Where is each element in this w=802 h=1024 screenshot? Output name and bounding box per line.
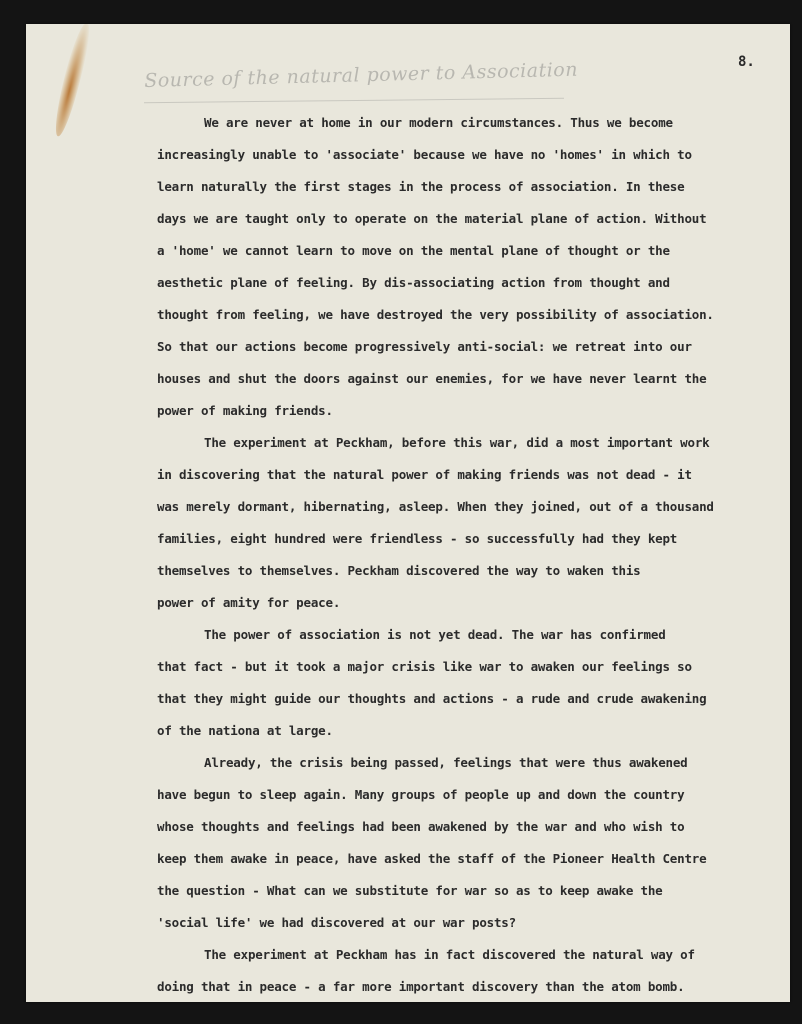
text-line: in discovering that the natural power of making friends was not dead - it bbox=[157, 467, 692, 482]
text-line: learn naturally the first stages in the process of association. In these bbox=[157, 179, 685, 194]
text-line: aesthetic plane of feeling. By dis-associating action from thought and bbox=[157, 275, 670, 290]
text-line: So that our actions become progressively anti-social: we retreat into our bbox=[157, 339, 692, 354]
text-line: themselves to themselves. Peckham discovered the way to waken this bbox=[157, 563, 641, 578]
text-line: of the nationa at large. bbox=[157, 723, 333, 738]
handwritten-annotation: Source of the natural power to Association bbox=[144, 58, 579, 92]
text-line: a 'home' we cannot learn to move on the mental plane of thought or the bbox=[157, 243, 670, 258]
text-line: The experiment at Peckham, before this war, did a most important work bbox=[204, 435, 710, 450]
text-line: days we are taught only to operate on the material plane of action. Without bbox=[157, 211, 707, 226]
text-line: The power of association is not yet dead. The war has confirmed bbox=[204, 627, 666, 642]
text-line: that they might guide our thoughts and actions - a rude and crude awakening bbox=[157, 691, 707, 706]
text-line: We are never at home in our modern circumstances. Thus we become bbox=[204, 115, 673, 130]
text-line: The experiment at Peckham has in fact discovered the natural way of bbox=[204, 947, 695, 962]
text-line: increasingly unable to 'associate' because we have no 'homes' in which to bbox=[157, 147, 692, 162]
text-line: houses and shut the doors against our enemies, for we have never learnt the bbox=[157, 371, 707, 386]
text-line: the question - What can we substitute for war so as to keep awake the bbox=[157, 883, 663, 898]
text-line: was merely dormant, hibernating, asleep. When they joined, out of a thousand bbox=[157, 499, 714, 514]
text-line: have begun to sleep again. Many groups of people up and down the country bbox=[157, 787, 685, 802]
text-line: 'social life' we had discovered at our war posts? bbox=[157, 915, 516, 930]
text-line: that fact - but it took a major crisis like war to awaken our feelings so bbox=[157, 659, 692, 674]
text-line: families, eight hundred were friendless - so successfully had they kept bbox=[157, 531, 678, 546]
annotation-underline bbox=[144, 98, 564, 103]
text-line: power of amity for peace. bbox=[157, 595, 341, 610]
text-line: keep them awake in peace, have asked the staff of the Pioneer Health Centre bbox=[157, 851, 707, 866]
page-number: 8. bbox=[738, 54, 755, 70]
text-line: power of making friends. bbox=[157, 403, 333, 418]
rust-stain bbox=[50, 24, 94, 138]
document-page bbox=[26, 24, 790, 1002]
text-line: doing that in peace - a far more important discovery than the atom bomb. bbox=[157, 979, 685, 994]
text-line: thought from feeling, we have destroyed the very possibility of association. bbox=[157, 307, 714, 322]
text-line: Already, the crisis being passed, feelings that were thus awakened bbox=[204, 755, 688, 770]
text-line: whose thoughts and feelings had been awakened by the war and who wish to bbox=[157, 819, 685, 834]
